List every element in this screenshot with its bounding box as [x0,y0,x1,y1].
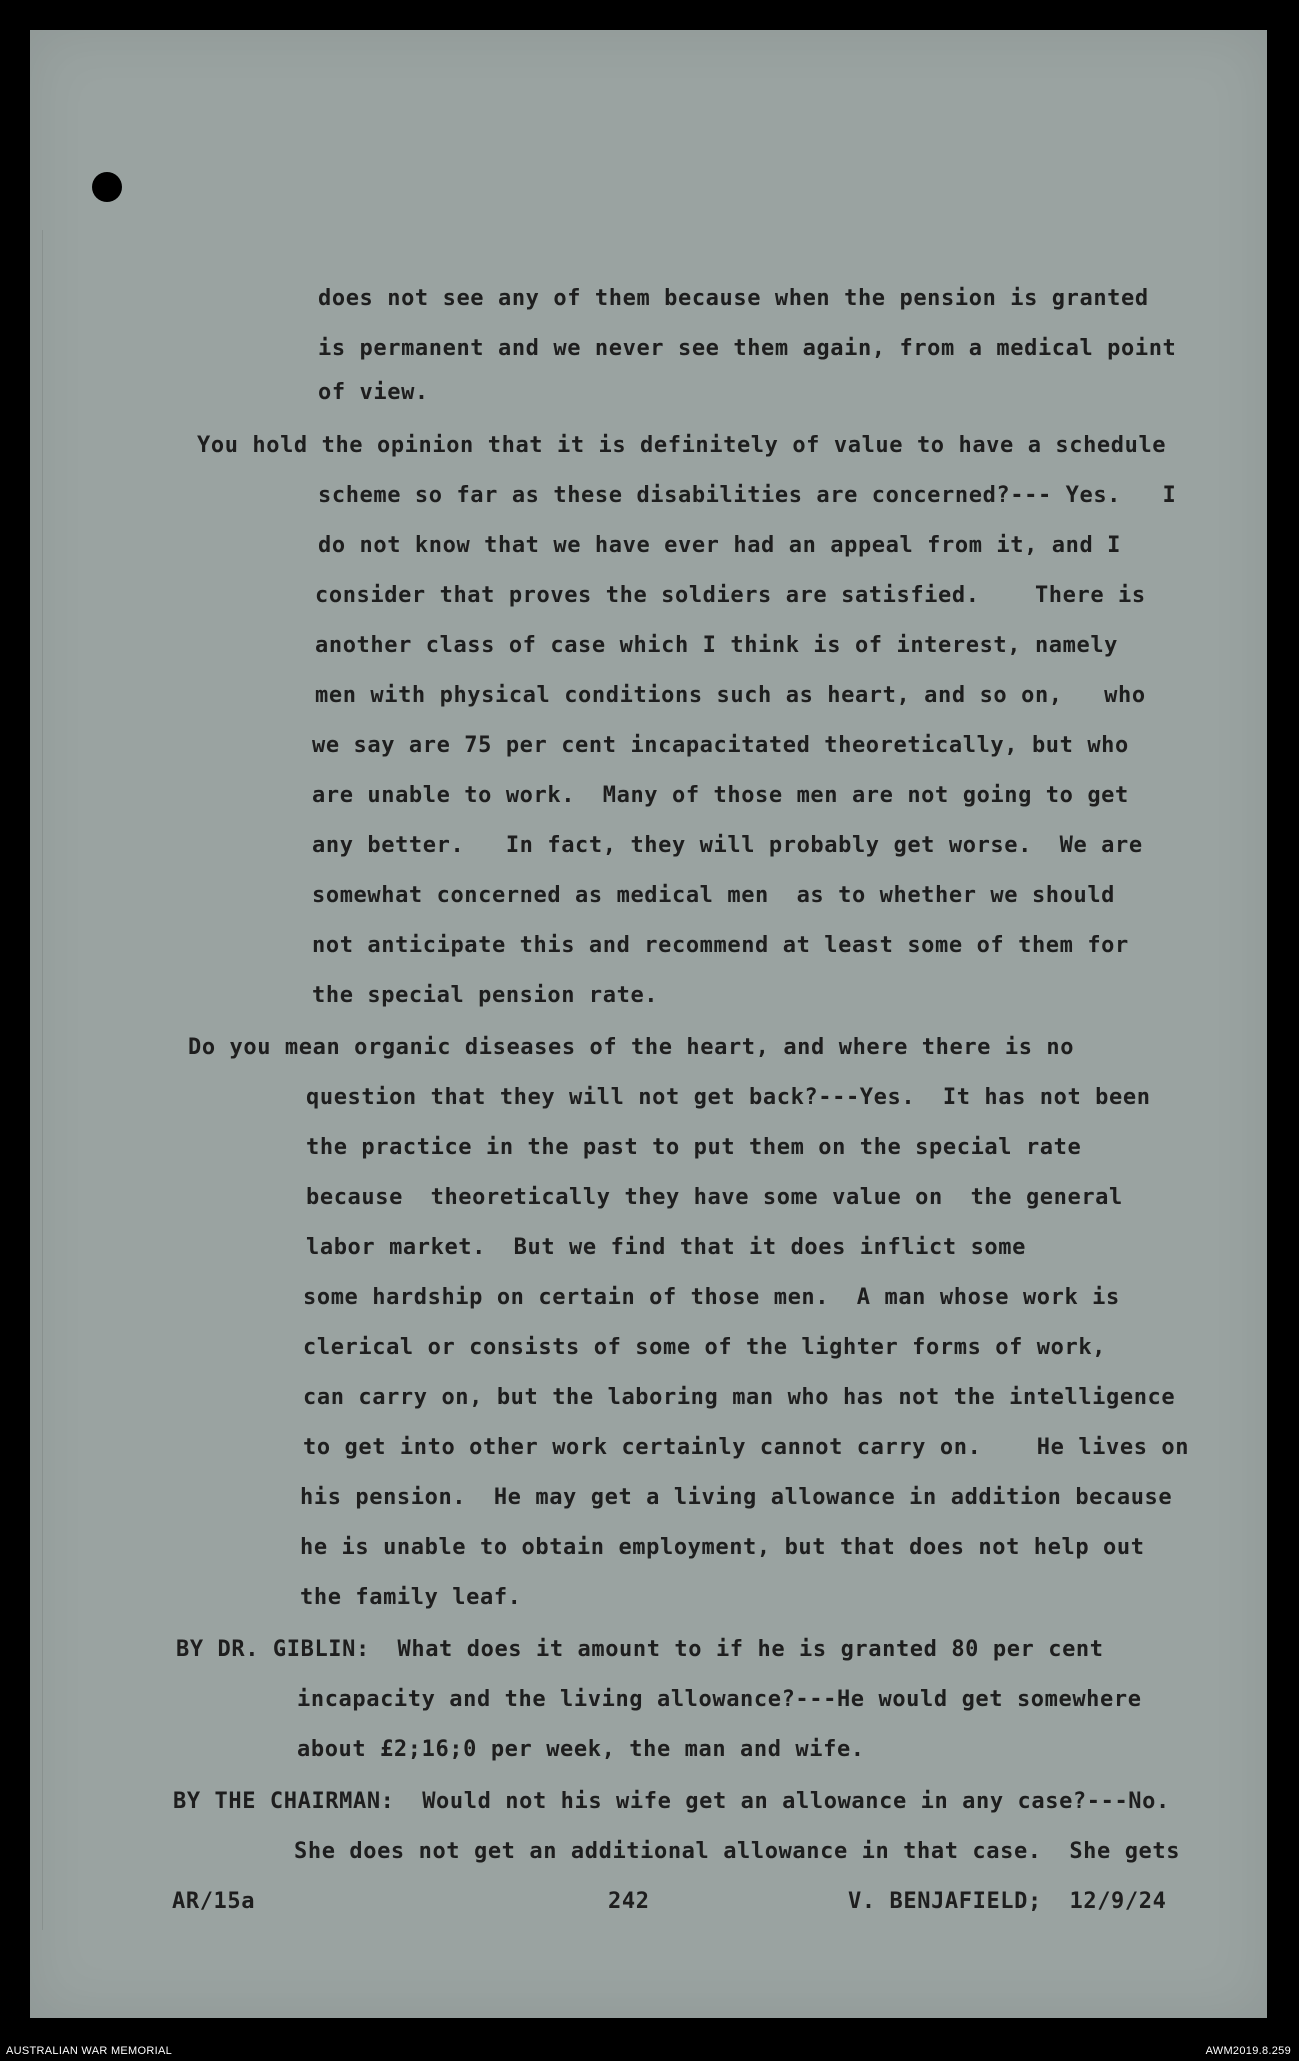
punch-hole [92,172,122,202]
text-line: the family leaf. [300,1585,522,1610]
footer-reference: AR/15a [172,1889,256,1914]
text-line: does not see any of them because when the pension is granted [318,286,1149,311]
text-line: somewhat concerned as medical men as to whether we should [312,883,1116,908]
text-line: another class of case which I think is of interest, namely [315,633,1119,658]
text-line: do not know that we have ever had an appeal from it, and I [318,533,1122,558]
text-line: is permanent and we never see them again, from a medical point [318,336,1177,361]
text-line: to get into other work certainly cannot carry on. He lives on [303,1435,1190,1460]
text-line: are unable to work. Many of those men are not going to get [312,783,1129,808]
text-line: his pension. He may get a living allowance in addition because [300,1485,1173,1510]
text-line: about £2;16;0 per week, the man and wife. [297,1737,865,1762]
text-line: She does not get an additional allowance in that case. She gets [294,1839,1181,1864]
text-line: BY DR. GIBLIN: What does it amount to if he is granted 80 per cent [176,1637,1104,1662]
text-line: question that they will not get back?---Yes. It has not been [306,1085,1151,1110]
archive-item-id: AWM2019.8.259 [1205,2045,1291,2057]
text-line: he is unable to obtain employment, but that does not help out [300,1535,1145,1560]
text-line: men with physical conditions such as heart, and so on, who [315,683,1146,708]
typed-page [30,30,1267,2018]
text-line: You hold the opinion that it is definitely of value to have a schedule [197,433,1167,458]
text-line: not anticipate this and recommend at least some of them for [312,933,1129,958]
text-line: labor market. But we find that it does inflict some [306,1235,1026,1260]
text-line: the special pension rate. [312,983,659,1008]
text-line: the practice in the past to put them on the special rate [306,1135,1082,1160]
text-line: Do you mean organic diseases of the heart, and where there is no [188,1035,1075,1060]
text-line: of view. [318,380,429,405]
text-line: can carry on, but the laboring man who has not the intelligence [303,1385,1176,1410]
paper-crease [42,230,43,1930]
text-line: any better. In fact, they will probably get worse. We are [312,833,1143,858]
text-line: consider that proves the soldiers are satisfied. There is [315,583,1146,608]
text-line: scheme so far as these disabilities are concerned?--- Yes. I [318,483,1177,508]
text-line: some hardship on certain of those men. A man whose work is [303,1285,1120,1310]
footer-witness-date: V. BENJAFIELD; 12/9/24 [848,1889,1167,1914]
archive-label: AUSTRALIAN WAR MEMORIAL [6,2045,173,2057]
text-line: because theoretically they have some value on the general [306,1185,1123,1210]
text-line: clerical or consists of some of the lighter forms of work, [303,1335,1107,1360]
footer-page-number: 242 [608,1889,650,1914]
text-line: incapacity and the living allowance?---He would get somewhere [297,1687,1142,1712]
text-line: BY THE CHAIRMAN: Would not his wife get an allowance in any case?---No. [173,1789,1170,1814]
text-line: we say are 75 per cent incapacitated theoretically, but who [312,733,1129,758]
